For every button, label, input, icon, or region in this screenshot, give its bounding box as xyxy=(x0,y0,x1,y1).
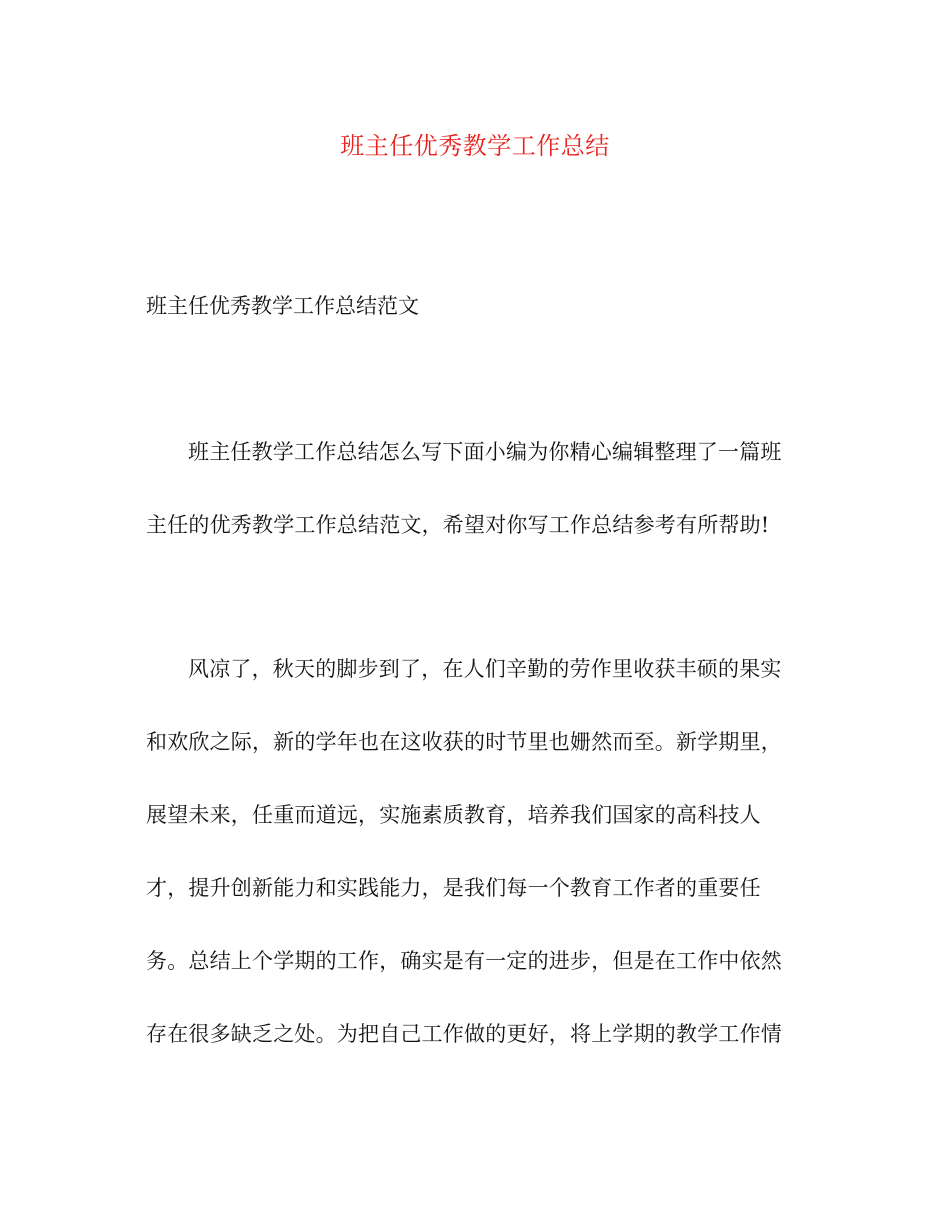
paragraph-line: 才，提升创新能力和实践能力，是我们每一个教育工作者的重要任 xyxy=(146,876,761,900)
document-subtitle: 班主任优秀教学工作总结范文 xyxy=(146,294,419,318)
paragraph-line: 风凉了，秋天的脚步到了，在人们辛勤的劳作里收获丰硕的果实 xyxy=(188,657,782,681)
document-title: 班主任优秀教学工作总结 xyxy=(340,132,610,160)
paragraph-line: 展望未来，任重而道远，实施素质教育，培养我们国家的高科技人 xyxy=(146,803,761,827)
paragraph-line: 班主任教学工作总结怎么写下面小编为你精心编辑整理了一篇班 xyxy=(188,440,782,464)
paragraph-line: 存在很多缺乏之处。为把自己工作做的更好，将上学期的教学工作情 xyxy=(146,1022,782,1046)
paragraph-line: 主任的优秀教学工作总结范文，希望对你写工作总结参考有所帮助! xyxy=(146,513,770,537)
paragraph-line: 务。总结上个学期的工作，确实是有一定的进步，但是在工作中依然 xyxy=(146,949,782,973)
paragraph-line: 和欢欣之际，新的学年也在这收获的时节里也姗然而至。新学期里， xyxy=(146,730,782,754)
